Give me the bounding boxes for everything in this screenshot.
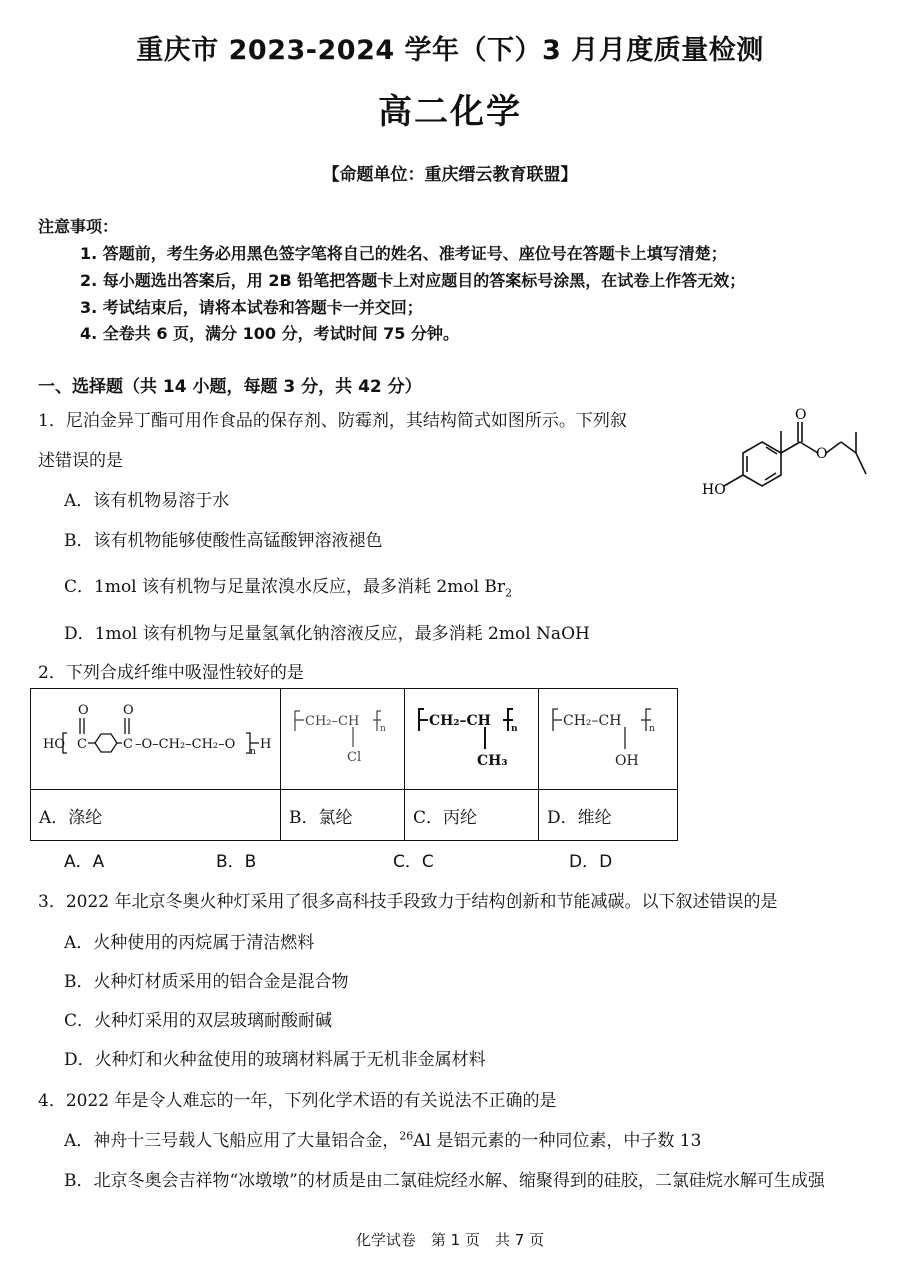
fiber-label: C．丙纶 — [405, 790, 539, 841]
q1-stem: 1．尼泊金异丁酯可用作食品的保存剂、防霉剂，其结构简式如图所示。下列叙 — [38, 411, 627, 431]
page-footer: 化学试卷 第 1 页 共 7 页 — [355, 1231, 545, 1249]
svg-text:–O–CH₂–CH₂–O: –O–CH₂–CH₂–O — [135, 737, 236, 752]
svg-text:n: n — [380, 724, 386, 734]
q2-option-c: C．C — [393, 852, 434, 872]
q4-stem: 4．2022 年是令人难忘的一年，下列化学术语的有关说法不正确的是 — [38, 1091, 557, 1111]
q3-option-d: D．火种灯和火种盆使用的玻璃材料属于无机非金属材料 — [64, 1050, 486, 1070]
q1-stem-cont: 述错误的是 — [38, 451, 123, 471]
fiber-label: D．维纶 — [539, 790, 678, 841]
fiber-structure-cell — [281, 689, 405, 790]
polyester-structure — [31, 689, 280, 785]
ester-o-label: O — [816, 446, 828, 462]
q1-option-b: B．该有机物能够使酸性高锰酸钾溶液褪色 — [64, 531, 383, 551]
subject-title: 高二化学 — [378, 92, 522, 132]
q4-option-b: B．北京冬奥会吉祥物“冰墩墩”的材质是由二氯硅烷经水解、缩聚得到的硅胶，二氯硅烷水解可生成强 — [64, 1171, 825, 1191]
carbonyl-o-label: O — [795, 407, 807, 423]
hydroxyl-label: HO — [702, 482, 726, 498]
svg-text:CH₂–CH: CH₂–CH — [563, 713, 622, 729]
svg-text:O: O — [123, 703, 134, 718]
q3-option-b: B．火种灯材质采用的铝合金是混合物 — [64, 972, 349, 992]
svg-text:H: H — [260, 737, 272, 752]
pvc-structure — [281, 689, 404, 785]
q1-option-a: A．该有机物易溶于水 — [64, 491, 230, 511]
svg-text:CH₂–CH: CH₂–CH — [305, 714, 360, 729]
svg-text:C: C — [123, 737, 133, 752]
svg-text:CH₃: CH₃ — [477, 753, 508, 769]
q1-option-d: D．1mol 该有机物与足量氢氧化钠溶液反应，最多消耗 2mol NaOH — [64, 624, 590, 644]
svg-text:C: C — [77, 737, 87, 752]
svg-text:CH₂–CH: CH₂–CH — [429, 713, 491, 729]
section-title: 一、选择题（共 14 小题，每题 3 分，共 42 分） — [38, 377, 422, 397]
svg-text:Cl: Cl — [347, 750, 362, 765]
notice-heading: 注意事项： — [38, 217, 119, 236]
fiber-structure-cell — [539, 689, 678, 790]
q2-option-b: B．B — [216, 852, 257, 872]
q4-option-a: A．神舟十三号载人飞船应用了大量铝合金，$^{26}$Al 是铝元素的一种同位素，中子数 13 — [64, 1129, 702, 1151]
q2-stem: 2．下列合成纤维中吸湿性较好的是 — [38, 663, 304, 683]
issuing-unit: 【命题单位：重庆缙云教育联盟】 — [322, 165, 578, 185]
notice-item: 1. 答题前，考生务必用黑色签字笔将自己的姓名、准考证号、座位号在答题卡上填写清楚； — [80, 244, 727, 263]
svg-text:n: n — [511, 724, 518, 734]
benzene-ring — [743, 442, 781, 486]
svg-text:n: n — [250, 747, 256, 757]
polypropylene-structure — [405, 689, 538, 785]
q3-option-c: C．火种灯采用的双层玻璃耐酸耐碱 — [64, 1011, 333, 1031]
q3-stem: 3．2022 年北京冬奥火种灯采用了很多高科技手段致力于结构创新和节能减碳。以下叙述错误的是 — [38, 892, 778, 912]
notice-item: 4. 全卷共 6 页，满分 100 分，考试时间 75 分钟。 — [80, 324, 460, 343]
q1-option-c: C．1mol 该有机物与足量浓溴水反应，最多消耗 2mol $Br_2$ — [64, 577, 513, 600]
svg-text:HO: HO — [43, 737, 65, 752]
notice-item: 3. 考试结束后，请将本试卷和答题卡一并交回； — [80, 298, 423, 317]
vinylon-structure — [539, 689, 677, 785]
q3-option-a: A．火种使用的丙烷属于清洁燃料 — [64, 933, 315, 953]
exam-title: 重庆市 2023-2024 学年（下）3 月月度质量检测 — [136, 35, 764, 66]
fiber-label: B．氯纶 — [281, 790, 405, 841]
q2-option-a: A．A — [64, 852, 105, 872]
svg-text:n: n — [649, 724, 655, 734]
notice-item: 2. 每小题选出答案后，用 2B 铅笔把答题卡上对应题目的答案标号涂黑，在试卷上作答无效； — [80, 271, 746, 290]
fiber-structure-cell — [405, 689, 539, 790]
svg-text:O: O — [78, 703, 89, 718]
fiber-structure-cell — [31, 689, 281, 790]
fiber-label: A．涤纶 — [31, 790, 281, 841]
fiber-table — [30, 688, 678, 841]
ester-structure-diagram — [668, 402, 868, 512]
q2-option-d: D．D — [569, 852, 613, 872]
svg-text:OH: OH — [615, 753, 639, 769]
